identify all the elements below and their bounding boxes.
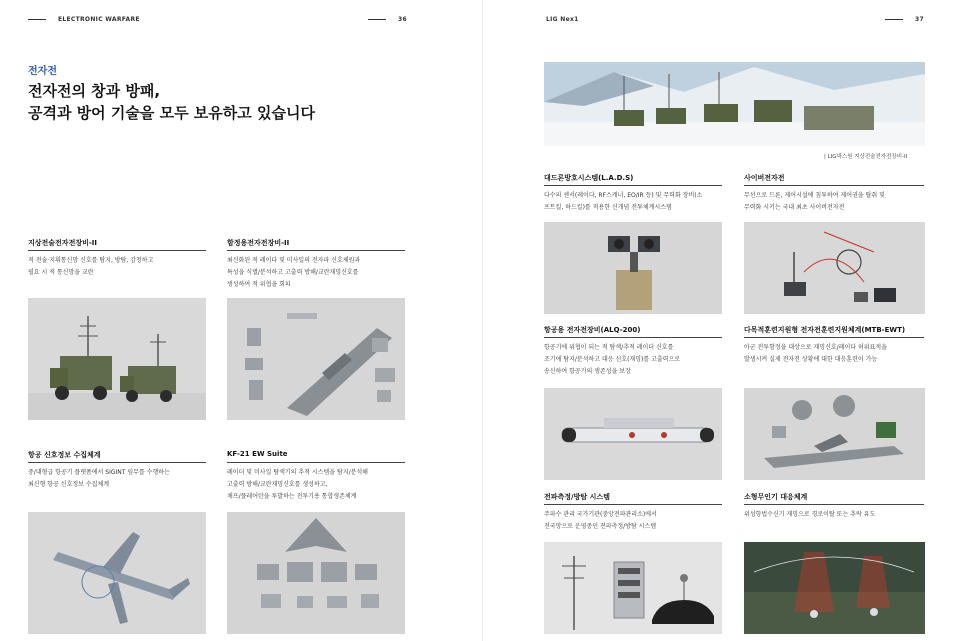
item-title: 소형무인기 대응체계 (744, 493, 808, 501)
desc-line: 전국망으로 운영중인 전파측정/방탐 시스템 (544, 523, 657, 530)
left-header-title: ELECTRONIC WARFARE (58, 16, 140, 23)
item-description (744, 190, 934, 214)
desc-line: 무력화 시키는 국내 최초 사이버전자전 (744, 204, 845, 211)
left-page-number: 36 (398, 16, 407, 23)
desc-line: 고출력 방해/교란재밍신호를 생성하고, (227, 481, 328, 488)
headline-line: 공격과 방어 기술을 모두 보유하고 있습니다 (28, 104, 315, 122)
item-rule (28, 462, 206, 463)
item-description (227, 255, 417, 291)
desc-line: 레이더 및 미사일 탐색기의 추적 시스템을 탐지/분석해 (227, 469, 368, 476)
item-title: 함정용전자전장비-II (227, 239, 290, 247)
item-title: 사이버전자전 (744, 174, 785, 182)
anti-drone-system-photo (544, 222, 722, 314)
item-description (544, 190, 734, 214)
desc-line: 발생시켜 실제 전자전 상황에 대한 대응훈련이 가능 (744, 356, 878, 363)
item-rule (227, 462, 405, 463)
photo-caption: | LIG넥스원 지상전술전자전장비-II (824, 154, 908, 160)
item-description (227, 467, 417, 503)
cyber-ew-photo (744, 222, 925, 314)
item-description (544, 509, 734, 533)
right-page (483, 0, 966, 641)
airborne-sigint-aircraft-photo (28, 512, 206, 634)
item-title: 대드론방호시스템(L.A.D.S) (544, 174, 634, 182)
right-header-title: LIG Nex1 (546, 16, 579, 23)
desc-line: 생성하여 적 위협을 회피 (227, 281, 291, 288)
radio-monitoring-system-photo (544, 542, 722, 634)
desc-line: 무선으로 드론, 제어시설에 침투하여 제어권을 탈취 및 (744, 192, 885, 199)
item-rule (744, 337, 924, 338)
kf21-ew-suite-photo (227, 512, 405, 634)
snow-field-vehicles-photo (544, 62, 925, 146)
desc-line: 적 전술·지휘통신망 신호를 탐지, 방탐, 감청하고 (28, 257, 154, 264)
desc-line: 최신화된 적 레이다 및 미사일의 전자파 신호체원과 (227, 257, 361, 264)
item-title: 항공용 전자전장비(ALQ-200) (544, 326, 641, 334)
desc-line: 항공기에 위협이 되는 적 탐색/추적 레이더 신호를 (544, 344, 674, 351)
desc-line: 중/대형급 항공기 플랫폼에서 SIGINT 임무를 수행하는 (28, 469, 170, 476)
naval-ew-equipment-photo (227, 298, 405, 420)
header-rule (28, 19, 46, 20)
headline-line: 전자전의 창과 방패, (28, 82, 161, 100)
item-rule (544, 504, 722, 505)
desc-line: 송신하여 항공기의 생존성을 보장 (544, 368, 631, 375)
item-rule (227, 250, 405, 251)
header-rule (885, 19, 903, 20)
header-rule (368, 19, 386, 20)
item-description (28, 255, 208, 279)
desc-line: 필요 시 적 통신망을 교란 (28, 269, 94, 276)
desc-line: 최신형 항공 신호정보 수집체계 (28, 481, 110, 488)
item-title: KF-21 EW Suite (227, 450, 288, 458)
counter-uav-system-photo (744, 542, 925, 634)
item-description (544, 342, 734, 378)
item-description (744, 342, 934, 366)
desc-line: 다수의 센서(레이다, RF스캐너, EO/IR 등) 및 무력화 장비(소 (544, 192, 703, 199)
item-title: 다목적훈련지원형 전자전훈련지원체계(MTB-EWT) (744, 326, 906, 334)
item-rule (544, 337, 722, 338)
desc-line: 프트킬, 하드킬)를 적용한 신개념 전투체계시스템 (544, 204, 672, 211)
page-headline (28, 80, 315, 124)
desc-line: 아군 전투함정을 대상으로 재밍신호/레이다 허위표적을 (744, 344, 887, 351)
right-page-number: 37 (915, 16, 924, 23)
mtb-ewt-photo (744, 388, 925, 480)
desc-line: 위성항법수신기 재밍으로 경로이탈 또는 추락 유도 (744, 511, 876, 518)
item-title: 지상전술전자전장비-II (28, 239, 97, 247)
desc-line: 조기에 탐지/분석하고 대응 신호(재밍)를 고출력으로 (544, 356, 681, 363)
ground-ew-vehicles-photo (28, 298, 206, 420)
item-description (28, 467, 218, 491)
desc-line: 특성을 식별/분석하고 고출력 방해/교란재밍신호를 (227, 269, 359, 276)
item-rule (744, 504, 924, 505)
item-description (744, 509, 934, 521)
item-title: 전파측정/방탐 시스템 (544, 493, 610, 501)
item-rule (544, 185, 722, 186)
alq200-pod-photo (544, 388, 722, 480)
item-rule (744, 185, 924, 186)
section-tag: 전자전 (28, 66, 57, 77)
desc-line: 채프/플레어탄을 투발하는 전투기용 통합생존체계 (227, 493, 357, 500)
desc-line: 주파수 관리 국가기관(중앙전파관리소)에서 (544, 511, 657, 518)
item-rule (28, 250, 206, 251)
item-title: 항공 신호정보 수집체계 (28, 451, 101, 459)
